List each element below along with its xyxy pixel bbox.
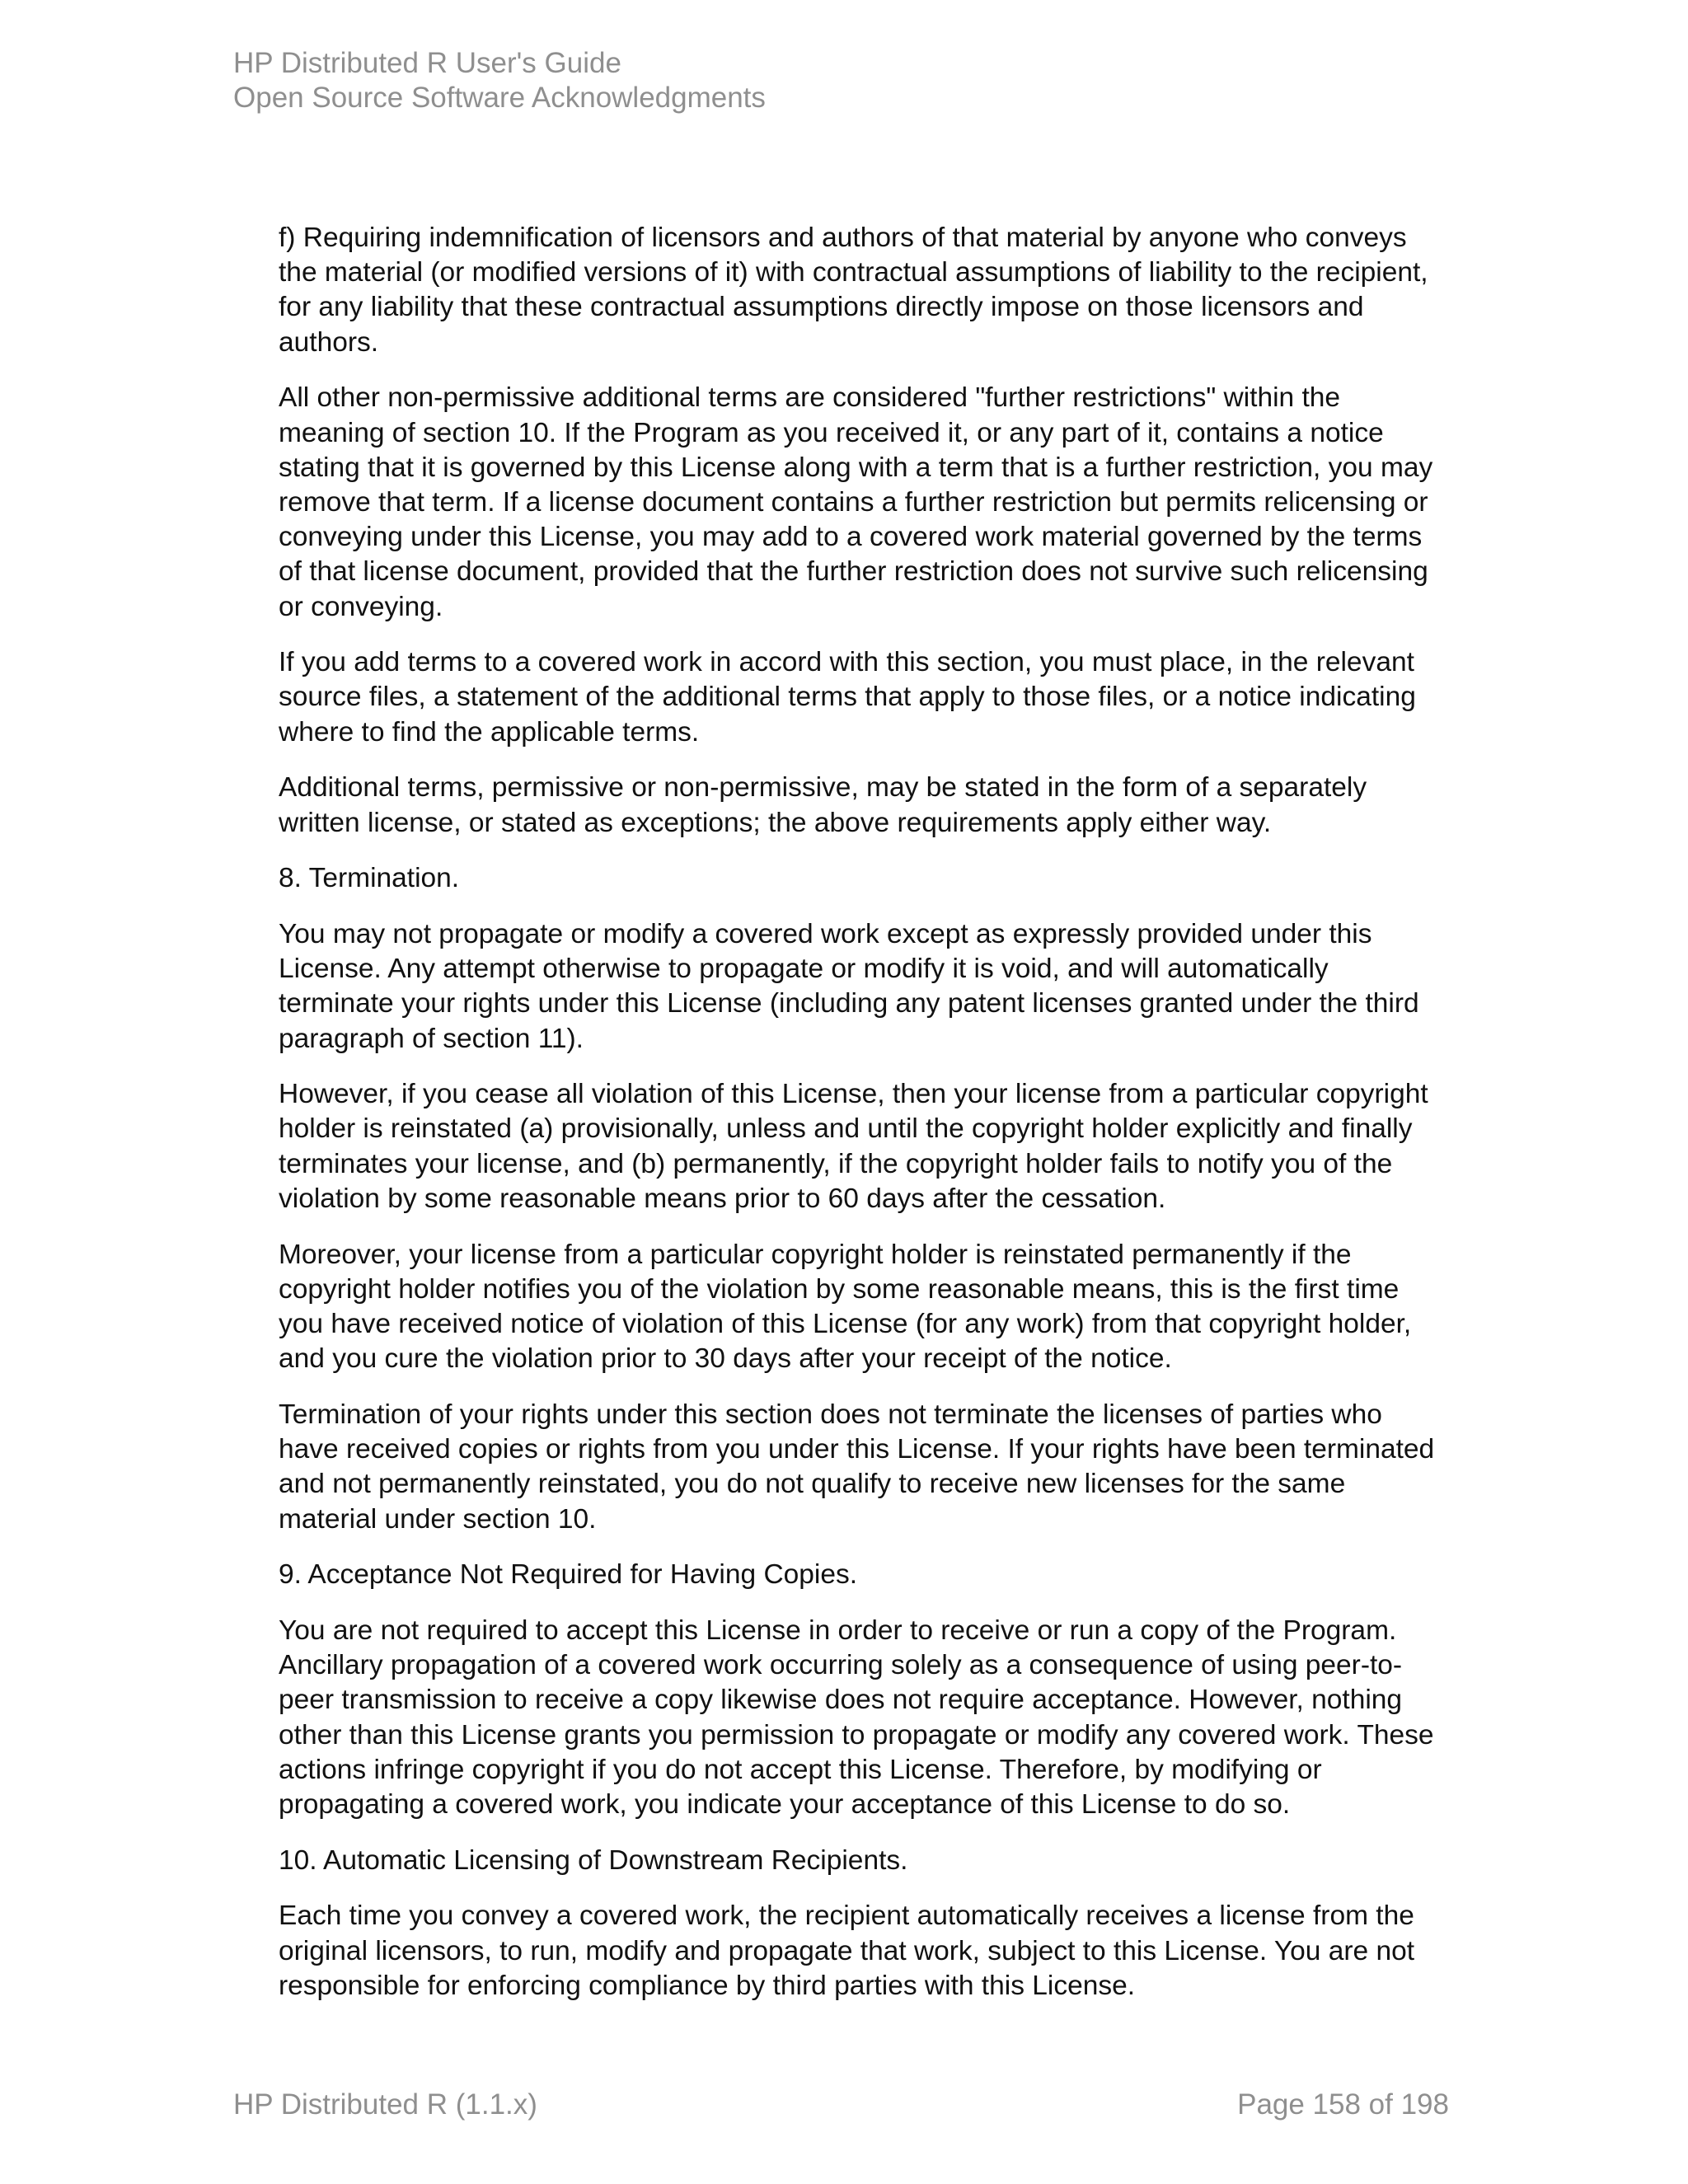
page-header [233,46,766,115]
paragraph-indemnification: f) Requiring indemnification of licensors and authors of that material by anyone who conveys the material (or modified versions of it) with contractual assumptions of liability to the recipient, for any liability that these contractual assumptions directly impose on those licensors and authors. [279,223,1428,358]
paragraph-further-restrictions: All other non-permissive additional terms are considered "further restrictions" within the meaning of section 10. If the Program as you received it, or any part of it, contains a notice stating that it is governed by this License along with a term that is a further restriction, you may remove that term. If a license document contains a further restriction but permits relicensing or conveying under this License, you may add to a covered work material governed by the terms of that license document, provided that the further restriction does not survive such relicensing or conveying. [279,382,1433,622]
paragraph-each-time-convey: Each time you convey a covered work, the recipient automatically receives a license from the original licensors, to run, modify and propagate that work, subject to this License. You are not responsible for enforcing compliance by third parties with this License. [279,1900,1415,2001]
footer-product: HP Distributed R (1.1.x) [233,2088,537,2121]
page-footer [233,2087,1449,2123]
document-body [279,221,1449,2024]
guide-title: HP Distributed R User's Guide [233,47,621,79]
paragraph-reinstated-permanently: Moreover, your license from a particular copyright holder is reinstated permanently if the copyright holder notifies you of the violation by some reasonable means, this is the first time you have received notice of violation of this License (for any work) from that copyright holder, and you cure the violation prior to 30 days after your receipt of the notice. [279,1239,1412,1375]
section-heading-automatic-licensing: 10. Automatic Licensing of Downstream Recipients. [279,1844,908,1876]
section-heading-acceptance: 9. Acceptance Not Required for Having Copies. [279,1559,858,1591]
page-number: Page 158 of 198 [1237,2088,1449,2121]
paragraph-add-terms: If you add terms to a covered work in accord with this section, you must place, in the relevant source files, a statement of the additional terms that apply to those files, or a notice indicating where to find the applicable terms. [279,647,1416,748]
paragraph-termination-of-rights: Termination of your rights under this section does not terminate the licenses of parties who have received copies or rights from you under this License. If your rights have been terminated and not permanently reinstated, you do not qualify to receive new licenses for the same material under section 10. [279,1399,1435,1535]
section-heading-termination: 8. Termination. [279,863,460,894]
paragraph-cease-violation: However, if you cease all violation of this License, then your license from a particular copyright holder is reinstated (a) provisionally, unless and until the copyright holder explicitly and finally terminates your license, and (b) permanently, if the copyright holder fails to notify you of the violation by some reasonable means prior to 60 days after the cessation. [279,1079,1428,1214]
paragraph-may-not-propagate: You may not propagate or modify a covered work except as expressly provided under this License. Any attempt otherwise to propagate or modify it is void, and will automatically terminate your rights under this License (including any patent licenses granted under the third paragraph of section 11). [279,918,1419,1054]
paragraph-not-required-to-accept: You are not required to accept this License in order to receive or run a copy of the Program. Ancillary propagation of a covered work occurring solely as a consequence of using peer-to-peer transmission to receive a copy likewise does not require acceptance. However, nothing other than this License grants you permission to propagate or modify any covered work. These actions infringe copyright if you do not accept this License. Therefore, by modifying or propagating a covered work, you indicate your acceptance of this License to do so. [279,1615,1434,1820]
section-title: Open Source Software Acknowledgments [233,82,766,114]
paragraph-additional-terms: Additional terms, permissive or non-permissive, may be stated in the form of a separately written license, or stated as exceptions; the above requirements apply either way. [279,772,1367,838]
